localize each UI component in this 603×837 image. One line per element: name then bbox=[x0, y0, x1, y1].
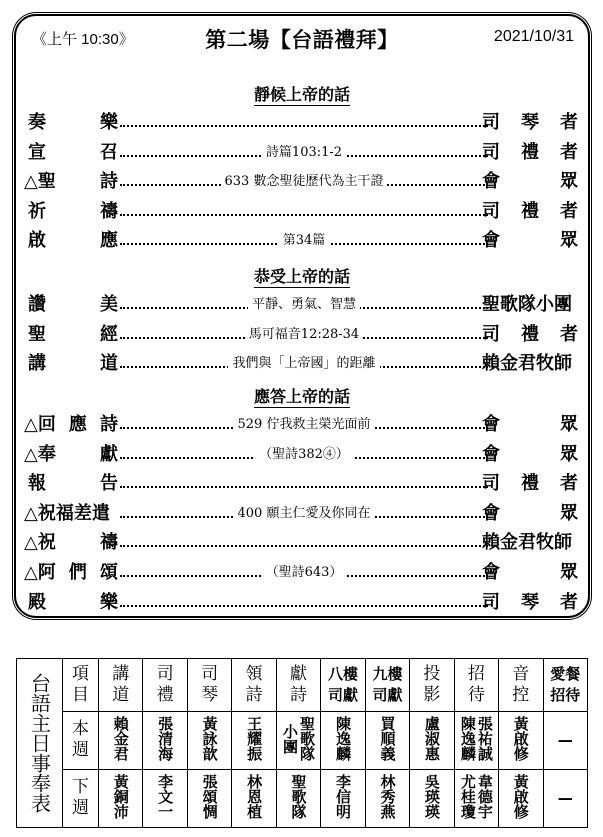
roster-column-header: 講 道 bbox=[99, 659, 143, 712]
roster-column-header: 八樓 司獻 bbox=[321, 659, 365, 712]
roster-column-header: 愛餐 招待 bbox=[543, 659, 587, 712]
roster-cell: 吳瑛瑛 bbox=[410, 769, 454, 827]
liturgy-item-person: 司 禮 者 bbox=[482, 473, 578, 495]
liturgy-item-detail: 400 願主仁愛及你同在 bbox=[120, 500, 488, 528]
liturgy-item-person: 會 眾 bbox=[482, 171, 578, 193]
liturgy-item-label: 報 告 bbox=[28, 473, 118, 495]
liturgy-row bbox=[16, 139, 588, 167]
liturgy-row bbox=[16, 291, 588, 319]
leader-dots bbox=[120, 117, 488, 127]
roster-corner-label: 項目 bbox=[63, 659, 99, 712]
liturgy-item-person: 司 禮 者 bbox=[482, 141, 578, 163]
section-title: 應答上帝的話 bbox=[253, 387, 350, 406]
liturgy-item-person: 司 禮 者 bbox=[482, 200, 578, 222]
leader-dots bbox=[120, 597, 488, 607]
roster-cell: 黃啟修 bbox=[499, 769, 543, 827]
liturgy-row bbox=[16, 500, 588, 528]
liturgy-row bbox=[16, 168, 588, 196]
liturgy-row bbox=[16, 109, 588, 137]
liturgy-item-person: 會 眾 bbox=[482, 443, 578, 465]
header bbox=[16, 16, 588, 66]
roster-cell: 李信明 bbox=[321, 769, 365, 827]
liturgy-item-person: 司 琴 者 bbox=[482, 112, 578, 133]
roster-column-header: 九樓 司獻 bbox=[365, 659, 409, 712]
liturgy-row bbox=[16, 529, 588, 557]
liturgy-item-label: 祈 禱 bbox=[28, 200, 118, 222]
liturgy-item-label: △祝 禱 bbox=[24, 532, 118, 554]
roster-cell: 林秀燕 bbox=[365, 769, 409, 827]
roster-cell: 聖歌隊 小團 bbox=[276, 711, 320, 769]
roster-cell: 王耀振 bbox=[232, 711, 276, 769]
liturgy-item-detail: （聖詩643） bbox=[120, 559, 488, 587]
roster-row-label: 本 週 bbox=[63, 711, 99, 769]
section-title: 恭受上帝的話 bbox=[253, 267, 350, 286]
service-time: 《上午 10:30》 bbox=[32, 31, 134, 48]
section-heading bbox=[16, 82, 588, 105]
liturgy-item-person: 會 眾 bbox=[482, 414, 578, 435]
table-row bbox=[17, 769, 588, 827]
liturgy-item-detail: 我們與「上帝國」的距離 bbox=[120, 350, 488, 378]
liturgy-item-person: 賴金君牧師 bbox=[482, 532, 572, 554]
liturgy-item-label: △祝福差遣 bbox=[24, 502, 110, 524]
roster-row-label: 下 週 bbox=[63, 769, 99, 827]
liturgy-row bbox=[16, 559, 588, 587]
order-of-worship bbox=[14, 14, 590, 618]
duty-roster-table bbox=[16, 658, 588, 828]
liturgy-row bbox=[16, 227, 588, 255]
liturgy-item-detail: 詩篇103:1-2 bbox=[120, 139, 488, 167]
liturgy-item-label: △回 應 詩 bbox=[24, 414, 118, 435]
liturgy-item-detail: 第34篇 bbox=[120, 227, 488, 255]
page-title: 第二場【台語禮拜】 bbox=[205, 28, 399, 52]
table-row bbox=[17, 711, 588, 769]
liturgy-item-person: 會 眾 bbox=[482, 502, 578, 524]
roster-cell: 林恩植 bbox=[232, 769, 276, 827]
roster-cell: 李文一 bbox=[143, 769, 187, 827]
liturgy-item-detail: （聖詩382④） bbox=[120, 441, 488, 469]
roster-column-header: 投 影 bbox=[410, 659, 454, 712]
roster-cell: — bbox=[543, 711, 587, 769]
liturgy-item-detail: 529 佇我救主榮光面前 bbox=[120, 411, 488, 439]
liturgy-item-person: 會 眾 bbox=[482, 562, 578, 583]
section-heading bbox=[16, 264, 588, 287]
roster-cell: 韋德宇 尤桂瓊 bbox=[454, 769, 498, 827]
liturgy-row bbox=[16, 441, 588, 469]
roster-column-header: 司 禮 bbox=[143, 659, 187, 712]
liturgy-row bbox=[16, 321, 588, 349]
leader-dots bbox=[120, 537, 488, 547]
liturgy-item-label: △聖 詩 bbox=[24, 171, 118, 193]
leader-dots bbox=[120, 206, 488, 216]
roster-column-header: 獻 詩 bbox=[276, 659, 320, 712]
liturgy-row bbox=[16, 589, 588, 617]
service-date: 2021/10/31 bbox=[493, 28, 574, 45]
liturgy-row bbox=[16, 411, 588, 439]
liturgy-item-detail: 633 數念聖徒歷代為主干證 bbox=[120, 168, 488, 196]
roster-title: 台語主日事奉表 bbox=[17, 659, 63, 828]
roster-column-header: 音 控 bbox=[499, 659, 543, 712]
leader-dots bbox=[120, 478, 488, 488]
roster-cell: 賴金君 bbox=[99, 711, 143, 769]
liturgy-row bbox=[16, 470, 588, 498]
liturgy-item-person: 聖歌隊小團 bbox=[482, 294, 572, 315]
roster-cell: 黃銅沛 bbox=[99, 769, 143, 827]
section-heading bbox=[16, 384, 588, 407]
roster-cell: 聖歌隊 bbox=[276, 769, 320, 827]
liturgy-item-label: 讚 美 bbox=[28, 294, 118, 315]
roster-cell: 陳逸麟 bbox=[321, 711, 365, 769]
roster-cell: 張祐誠 陳逸麟 bbox=[454, 711, 498, 769]
liturgy-item-detail: 馬可福音12:28-34 bbox=[120, 321, 488, 349]
liturgy-item-person: 司 琴 者 bbox=[482, 591, 578, 613]
roster-cell: 買順義 bbox=[365, 711, 409, 769]
liturgy-item-label: 殿 樂 bbox=[28, 591, 118, 613]
liturgy-item-label: 奏 樂 bbox=[28, 112, 118, 133]
liturgy-item-label: 宣 召 bbox=[28, 141, 118, 163]
liturgy-item-detail: 平靜、勇氣、智慧 bbox=[120, 291, 488, 319]
roster-column-header: 司 琴 bbox=[187, 659, 231, 712]
roster-cell: 盧淑惠 bbox=[410, 711, 454, 769]
roster-column-header: 招 待 bbox=[454, 659, 498, 712]
liturgy-row bbox=[16, 198, 588, 226]
liturgy-item-label: △阿 們 頌 bbox=[24, 562, 118, 583]
liturgy-item-person: 司 禮 者 bbox=[482, 323, 578, 345]
roster-cell: 黃啟修 bbox=[499, 711, 543, 769]
roster-column-header: 領 詩 bbox=[232, 659, 276, 712]
liturgy-item-label: 聖 經 bbox=[28, 323, 118, 345]
liturgy-item-label: 啟 應 bbox=[28, 230, 118, 252]
roster-cell: 黃詠歆 bbox=[187, 711, 231, 769]
section-title: 靜候上帝的話 bbox=[253, 85, 350, 104]
roster-cell: — bbox=[543, 769, 587, 827]
roster-cell: 張清海 bbox=[143, 711, 187, 769]
liturgy-row bbox=[16, 350, 588, 378]
liturgy-item-label: 講 道 bbox=[28, 353, 118, 375]
roster-cell: 張頌惆 bbox=[187, 769, 231, 827]
liturgy-item-label: △奉 獻 bbox=[24, 443, 118, 465]
liturgy-item-person: 會 眾 bbox=[482, 230, 578, 252]
liturgy-item-person: 賴金君牧師 bbox=[482, 353, 572, 375]
